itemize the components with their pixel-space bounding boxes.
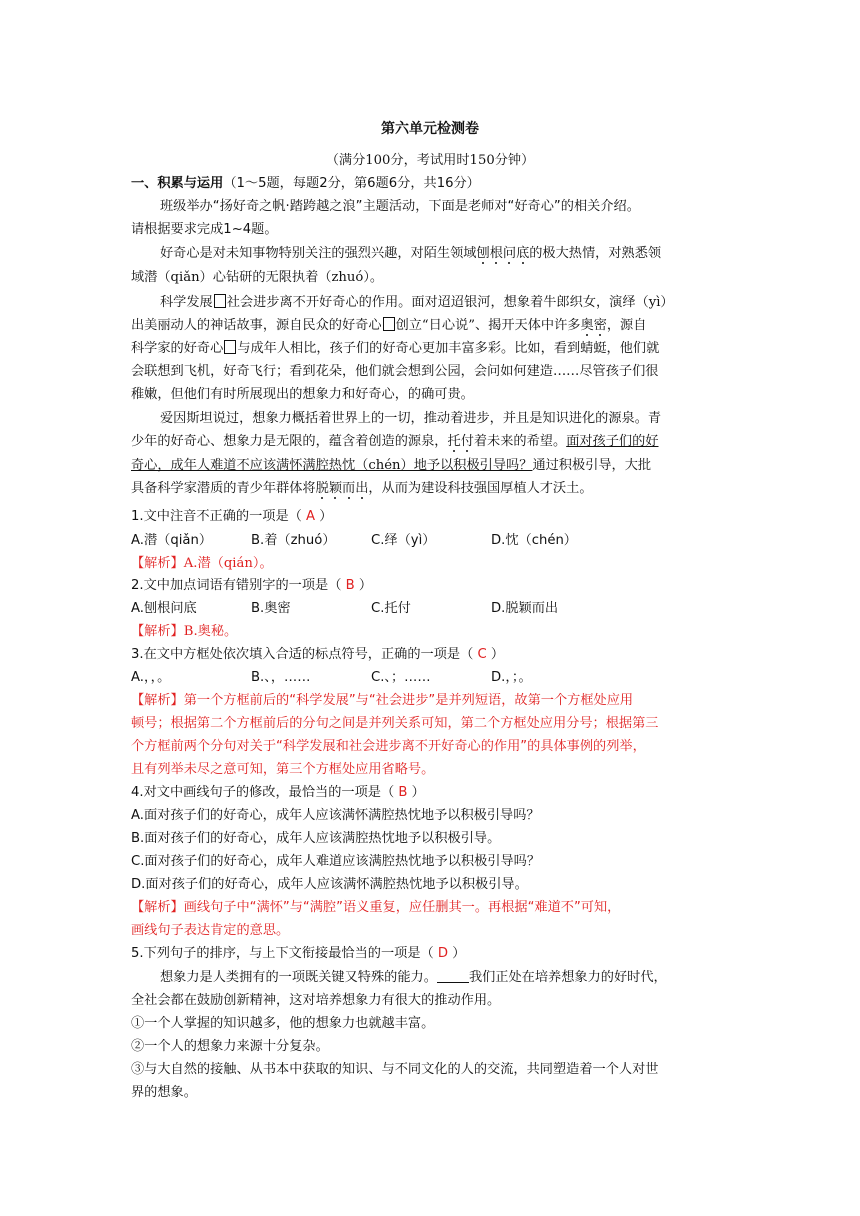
analysis-tag: 【解析】 — [131, 556, 184, 571]
dotted-char: 刨 — [476, 246, 490, 261]
page-title: 第六单元检测卷 — [381, 121, 479, 137]
passage-line — [131, 478, 593, 500]
dotted-word-2 — [580, 318, 606, 333]
dotted-char: 付 — [460, 434, 474, 449]
option-a: A.刨根问底 — [131, 601, 197, 616]
option-d: D.忱（chén） — [491, 533, 577, 548]
option-d: D.脱颖而出 — [491, 601, 559, 616]
analysis-2 — [131, 621, 237, 643]
question-3-options — [131, 667, 532, 689]
passage-text: 社会进步离不开好奇心的作用。面对迢迢银河，想象着牛郎织女，演绎（yì） — [226, 295, 674, 310]
option-c: C.绎（yì） — [371, 533, 436, 548]
section-heading — [131, 173, 480, 195]
option-a: A.，，。 — [131, 670, 171, 685]
passage-text: 科学家的好奇心 — [131, 341, 224, 356]
option-b: B.、，…… — [251, 670, 311, 685]
question-1 — [131, 506, 332, 528]
option-a: A.潜（qiǎn） — [131, 533, 213, 548]
passage-text: 的极大热情，对熟悉领 — [529, 246, 662, 261]
dotted-char: 根 — [489, 246, 503, 261]
question-stem: 5.下列句子的排序，与上下文衔接最恰当的一项是（ — [131, 946, 434, 961]
passage-line — [131, 338, 659, 360]
question-stem: 3.在文中方框处依次填入合适的标点符号，正确的一项是（ — [131, 647, 474, 662]
dotted-char: 脱 — [315, 481, 329, 496]
dotted-char: 而 — [342, 481, 356, 496]
passage-line — [131, 455, 651, 477]
question-close: ） — [358, 578, 373, 593]
passage-text: ，源自 — [606, 318, 647, 333]
passage-line — [160, 243, 661, 265]
page-subtitle: （满分100分，考试用时150分钟） — [325, 153, 535, 168]
dotted-char: 托 — [447, 434, 461, 449]
question-answer: C — [477, 647, 487, 662]
option-b: B.着（zhuó） — [251, 533, 336, 548]
analysis-4-line: 画线句子表达肯定的意思。 — [131, 923, 290, 938]
sentence-item-2: ②一个人的想象力来源十分复杂。 — [131, 1039, 329, 1054]
underlined-sentence: 面对孩子们的好 — [566, 434, 659, 449]
question-answer: B — [345, 578, 355, 593]
passage-text: 出美丽动人的神话故事，源自民众的好奇心 — [131, 318, 382, 333]
dotted-char: 奥 — [580, 318, 594, 333]
passage-text: 与成年人相比，孩子们的好奇心更加丰富多彩。比如，看到蜻蜓，他们就 — [237, 341, 660, 356]
question-answer: D — [437, 946, 449, 961]
dotted-char: 密 — [593, 318, 607, 333]
question-3 — [131, 644, 504, 666]
question-4 — [131, 782, 425, 804]
question-5-text — [160, 967, 667, 989]
question-close: ） — [452, 946, 466, 961]
analysis-tag: 【解析】 — [131, 693, 184, 708]
passage-line — [131, 315, 646, 337]
passage-text: 着未来的希望。 — [473, 434, 567, 449]
option-b: B.奥密 — [251, 601, 291, 616]
question-close: ） — [319, 509, 333, 524]
dotted-char: 底 — [516, 246, 530, 261]
passage-text: 科学发展 — [160, 295, 213, 310]
analysis-tag: 【解析】 — [131, 900, 184, 915]
intro-line-2: 请根据要求完成1~4题。 — [131, 222, 278, 237]
blank-box — [224, 340, 236, 354]
passage-text: 少年的好奇心、想象力是无限的，蕴含着创造的源泉， — [131, 434, 448, 449]
question-answer: B — [398, 785, 408, 800]
question-1-options — [131, 530, 577, 552]
analysis-text: 第一个方框前后的“科学发展”与“社会进步”是并列短语，故第一个方框处应用 — [183, 693, 634, 708]
option-b: B.面对孩子们的好奇心，成年人应该满腔热忱地予以积极引导。 — [131, 831, 501, 846]
passage-text: 通过积极引导，大批 — [532, 458, 652, 473]
question-2 — [131, 575, 372, 597]
analysis-1 — [131, 553, 273, 575]
passage-line: 域潜（qiǎn）心钻研的无限执着（zhuó）。 — [131, 270, 384, 285]
passage-line — [131, 431, 659, 453]
sentence-item-3-cont: 界的想象。 — [131, 1085, 197, 1100]
section-title: 一、积累与运用 — [131, 176, 224, 191]
analysis-3-line: 个方框前两个分句对关于“科学发展和社会进步离不开好奇心的作用”的具体事例的列举， — [131, 739, 646, 754]
blank-box — [214, 294, 226, 308]
underlined-sentence: 奇心，成年人难道不应该满怀满腔热忱（chén）地予以积极引导吗？ — [131, 458, 533, 473]
option-a: A.面对孩子们的好奇心，成年人应该满怀满腔热忱地予以积极引导吗？ — [131, 808, 540, 823]
analysis-3-line: 且有列举未尽之意可知，第三个方框处应用省略号。 — [131, 762, 435, 777]
passage-text: 具备科学家潜质的青少年群体将 — [131, 481, 316, 496]
blank-box — [383, 317, 395, 331]
analysis-text: 画线句子中“满怀”与“满腔”语义重复，应任删其一。再根据“难道不”可知， — [183, 900, 621, 915]
option-d: D.，；。 — [491, 670, 532, 685]
sentence-item-3: ③与大自然的接触、从书本中获取的知识、与不同文化的人的交流，共同塑造着一个人对世 — [131, 1062, 659, 1077]
dotted-char: 颖 — [328, 481, 342, 496]
option-c: C.、；…… — [371, 670, 431, 685]
sentence-item-1: ①一个人掌握的知识越多，他的想象力也就越丰富。 — [131, 1016, 435, 1031]
option-d: D.面对孩子们的好奇心，成年人应该满怀满腔热忱地予以积极引导。 — [131, 877, 528, 892]
question-answer: A — [306, 509, 316, 524]
question-close: ） — [411, 785, 425, 800]
dotted-word-4 — [316, 481, 369, 496]
passage-line: 会联想到飞机，好奇飞行；看到花朵，他们就会想到公园，会问如何建造……尽管孩子们很 — [131, 364, 659, 379]
answer-blank — [437, 970, 469, 983]
question-5 — [131, 943, 465, 965]
analysis-4 — [131, 897, 620, 919]
passage-text: 我们正处在培养想象力的好时代， — [468, 970, 667, 985]
analysis-text: A.潜（qián）。 — [183, 556, 273, 571]
analysis-text: B.奥秘。 — [183, 624, 238, 639]
analysis-3 — [131, 690, 633, 712]
question-stem: 2.文中加点词语有错别字的一项是（ — [131, 578, 342, 593]
question-2-options — [131, 598, 558, 620]
option-c: C.面对孩子们的好奇心，成年人难道应该满腔热忱地予以积极引导吗？ — [131, 854, 541, 869]
analysis-tag: 【解析】 — [131, 624, 184, 639]
question-stem: 4.对文中画线句子的修改，最恰当的一项是（ — [131, 785, 395, 800]
question-stem: 1.文中注音不正确的一项是（ — [131, 509, 302, 524]
passage-text: 想象力是人类拥有的一项既关键又特殊的能力。 — [160, 970, 437, 985]
dotted-char: 问 — [502, 246, 517, 261]
dotted-word-1 — [477, 246, 530, 261]
passage-text: 创立“日心说”、揭开天体中许多 — [395, 318, 581, 333]
passage-text: 好奇心是对未知事物特别关注的强烈兴趣，对陌生领域 — [160, 246, 477, 261]
analysis-3-line: 顿号；根据第二个方框前后的分句之间是并列关系可知，第二个方框处应用分号；根据第三 — [131, 716, 659, 731]
dotted-word-3 — [448, 434, 474, 449]
option-c: C.托付 — [371, 601, 411, 616]
passage-line: 爱因斯坦说过，想象力概括着世界上的一切，推动着进步，并且是知识进化的源泉。青 — [160, 411, 662, 426]
question-5-text: 全社会都在鼓励创新精神，这对培养想象力有很大的推动作用。 — [131, 993, 501, 1008]
question-close: ） — [490, 647, 505, 662]
dotted-char: 出 — [355, 481, 369, 496]
passage-line — [160, 292, 674, 314]
intro-line-1: 班级举办“扬好奇之帆·踏跨越之浪”主题活动，下面是老师对“好奇心”的相关介绍。 — [160, 199, 640, 214]
passage-text: ，从而为建设科技强国厚植人才沃土。 — [368, 481, 593, 496]
section-note: （1～5题，每题2分，第6题6分，共16分） — [223, 176, 480, 191]
passage-line: 稚嫩，但他们有时所展现出的想象力和好奇心，的确可贵。 — [131, 387, 474, 402]
